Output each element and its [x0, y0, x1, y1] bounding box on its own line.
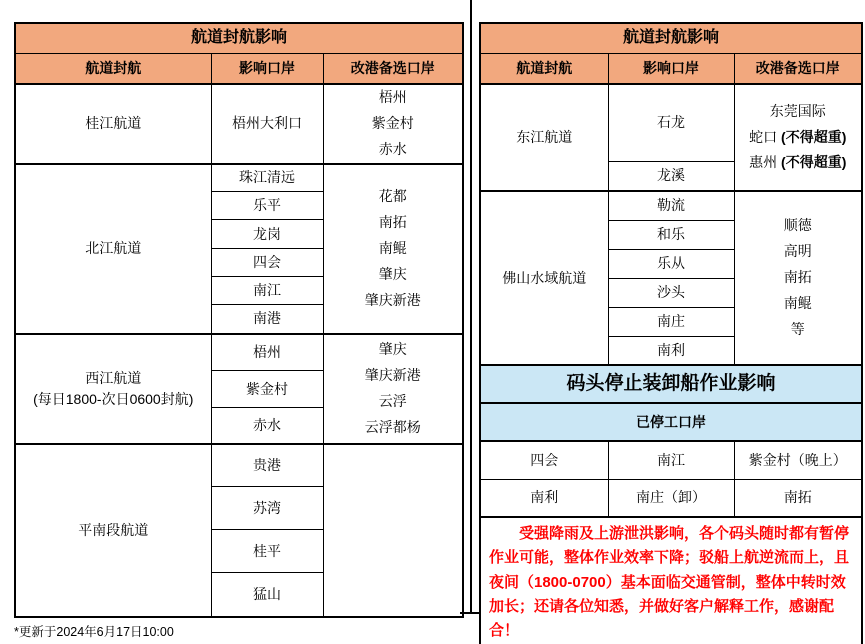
- affected-port-cell: 南庄: [608, 307, 734, 336]
- alternative-port-name: 梧州: [378, 89, 407, 105]
- channel-name-line: 西江航道: [85, 369, 142, 386]
- alternative-port-line: [326, 236, 461, 262]
- alternative-port-name: 肇庆: [378, 265, 407, 282]
- column-header-channel: 航道封航: [480, 53, 608, 84]
- alternative-port-name: 南拓: [783, 269, 812, 286]
- column-header-affected-ports: 影响口岸: [608, 53, 734, 84]
- affected-port-cell: 乐从: [608, 249, 734, 278]
- channel-name-cell: [15, 444, 211, 617]
- stopped-port-cell: 四会: [480, 441, 608, 479]
- column-header-alternative-ports: 改港备选口岸: [323, 53, 463, 84]
- affected-port-cell: 苏湾: [211, 487, 323, 530]
- alternative-port-line: [737, 213, 860, 239]
- alternative-port-line: [737, 239, 860, 265]
- alternative-port-line: [326, 111, 461, 137]
- alternative-port-name: 肇庆新港: [364, 366, 421, 383]
- weather-notice: 受强降雨及上游泄洪影响，各个码头随时都有暂停作业可能，整体作业效率下降；驳船上航逆流而上，且夜间（1800-0700）基本面临交通管制，整体中转时效加长；还请各位知悉，并做好客户解释工作，感谢配合！: [480, 517, 862, 644]
- channel-name-cell: [15, 164, 211, 334]
- alternative-port-name: 南鲲: [378, 239, 407, 256]
- affected-port-cell: 四会: [211, 249, 323, 277]
- affected-port-cell: 和乐: [608, 220, 734, 249]
- alternative-ports-cell: [323, 444, 463, 617]
- weight-restriction-note: (不得超重): [781, 154, 847, 171]
- stopped-port-cell: 紫金村（晚上）: [734, 441, 862, 479]
- alternative-port-line: [326, 337, 461, 363]
- alternative-port-name: 蛇口: [749, 128, 778, 145]
- affected-port-cell: 南利: [608, 336, 734, 365]
- alternative-ports-cell: [323, 84, 463, 164]
- alternative-port-name: 云浮都杨: [364, 418, 421, 435]
- alternative-port-name: 顺德: [783, 217, 812, 234]
- alternative-port-line: [737, 291, 860, 317]
- stopped-port-cell: 南庄（卸）: [608, 479, 734, 517]
- tables-divider-line: [470, 0, 472, 614]
- alternative-ports-cell: [734, 191, 862, 365]
- affected-port-cell: 乐平: [211, 192, 323, 220]
- alternative-port-name: 肇庆: [378, 340, 407, 357]
- alternative-port-line: [326, 210, 461, 236]
- column-header-alternative-ports: 改港备选口岸: [734, 53, 862, 84]
- affected-port-cell: 勒流: [608, 191, 734, 220]
- alternative-port-line: [737, 265, 860, 291]
- alternative-port-name: 赤水: [378, 140, 407, 157]
- update-note: *更新于2024年6月17日10:00: [14, 625, 174, 639]
- left-table-title: 航道封航影响: [15, 23, 463, 53]
- alternative-port-line: [737, 125, 860, 151]
- affected-port-cell: 猛山: [211, 573, 323, 617]
- alternative-port-name: 南鲲: [783, 294, 812, 311]
- affected-port-cell: 龙岗: [211, 220, 323, 249]
- alternative-port-line: [326, 184, 461, 210]
- affected-port-cell: 沙头: [608, 278, 734, 307]
- affected-port-cell: 南江: [211, 277, 323, 305]
- channel-name-line: 北江航道: [85, 240, 142, 257]
- alternative-port-line: [737, 99, 860, 125]
- alternative-port-name: 高明: [783, 243, 812, 260]
- weight-restriction-note: (不得超重): [781, 128, 847, 145]
- alternative-port-line: [326, 137, 461, 163]
- alternative-port-name: 云浮: [378, 392, 407, 409]
- dock-section-title: 码头停止装卸船作业影响: [480, 365, 862, 403]
- alternative-port-name: 南拓: [378, 213, 407, 230]
- affected-port-cell: 珠江清远: [211, 164, 323, 192]
- affected-port-cell: 南港: [211, 305, 323, 334]
- alternative-port-line: [326, 363, 461, 389]
- channel-name-cell: [480, 191, 608, 365]
- affected-port-cell: 紫金村: [211, 371, 323, 408]
- right-table-title: 航道封航影响: [480, 23, 862, 53]
- alternative-ports-cell: [323, 334, 463, 444]
- left-channel-closure-table: [14, 22, 464, 618]
- alternative-port-name: 等: [790, 320, 805, 337]
- right-channel-closure-table: [479, 22, 863, 644]
- alternative-port-line: [326, 262, 461, 288]
- affected-port-cell: 梧州大利口: [211, 84, 323, 164]
- alternative-port-name: 花都: [378, 187, 407, 204]
- alternative-port-line: [326, 288, 461, 314]
- channel-name-line: 东江航道: [516, 129, 573, 145]
- channel-name-cell: [480, 84, 608, 191]
- stopped-port-cell: 南拓: [734, 479, 862, 517]
- alternative-port-name: 紫金村: [371, 114, 414, 131]
- alternative-ports-cell: [734, 84, 862, 191]
- channel-name-line: 佛山水域航道: [502, 269, 587, 286]
- affected-port-cell: 梧州: [211, 334, 323, 371]
- channel-name-line: 平南段航道: [78, 521, 149, 538]
- channel-name-cell: [15, 84, 211, 164]
- alternative-port-line: [737, 150, 860, 176]
- alternative-port-name: 肇庆新港: [364, 291, 421, 308]
- affected-port-cell: 贵港: [211, 444, 323, 487]
- affected-port-cell: 石龙: [608, 84, 734, 161]
- stopped-ports-header: 已停工口岸: [480, 403, 862, 441]
- stopped-port-cell: 南利: [480, 479, 608, 517]
- affected-port-cell: 桂平: [211, 530, 323, 573]
- alternative-port-line: [326, 389, 461, 415]
- alternative-ports-cell: [323, 164, 463, 334]
- stopped-port-cell: 南江: [608, 441, 734, 479]
- affected-port-cell: 赤水: [211, 408, 323, 444]
- alternative-port-line: [326, 85, 461, 111]
- alternative-port-line: [326, 415, 461, 441]
- channel-name-line: 桂江航道: [85, 115, 142, 132]
- affected-port-cell: 龙溪: [608, 161, 734, 191]
- column-header-affected-ports: 影响口岸: [211, 53, 323, 84]
- alternative-port-line: [737, 317, 860, 343]
- alternative-port-name: 惠州: [749, 154, 778, 171]
- column-header-channel: 航道封航: [15, 53, 211, 84]
- channel-name-cell: [15, 334, 211, 444]
- alternative-port-name: 东莞国际: [769, 102, 826, 119]
- channel-name-line: (每日1800-次日0600封航): [33, 390, 194, 407]
